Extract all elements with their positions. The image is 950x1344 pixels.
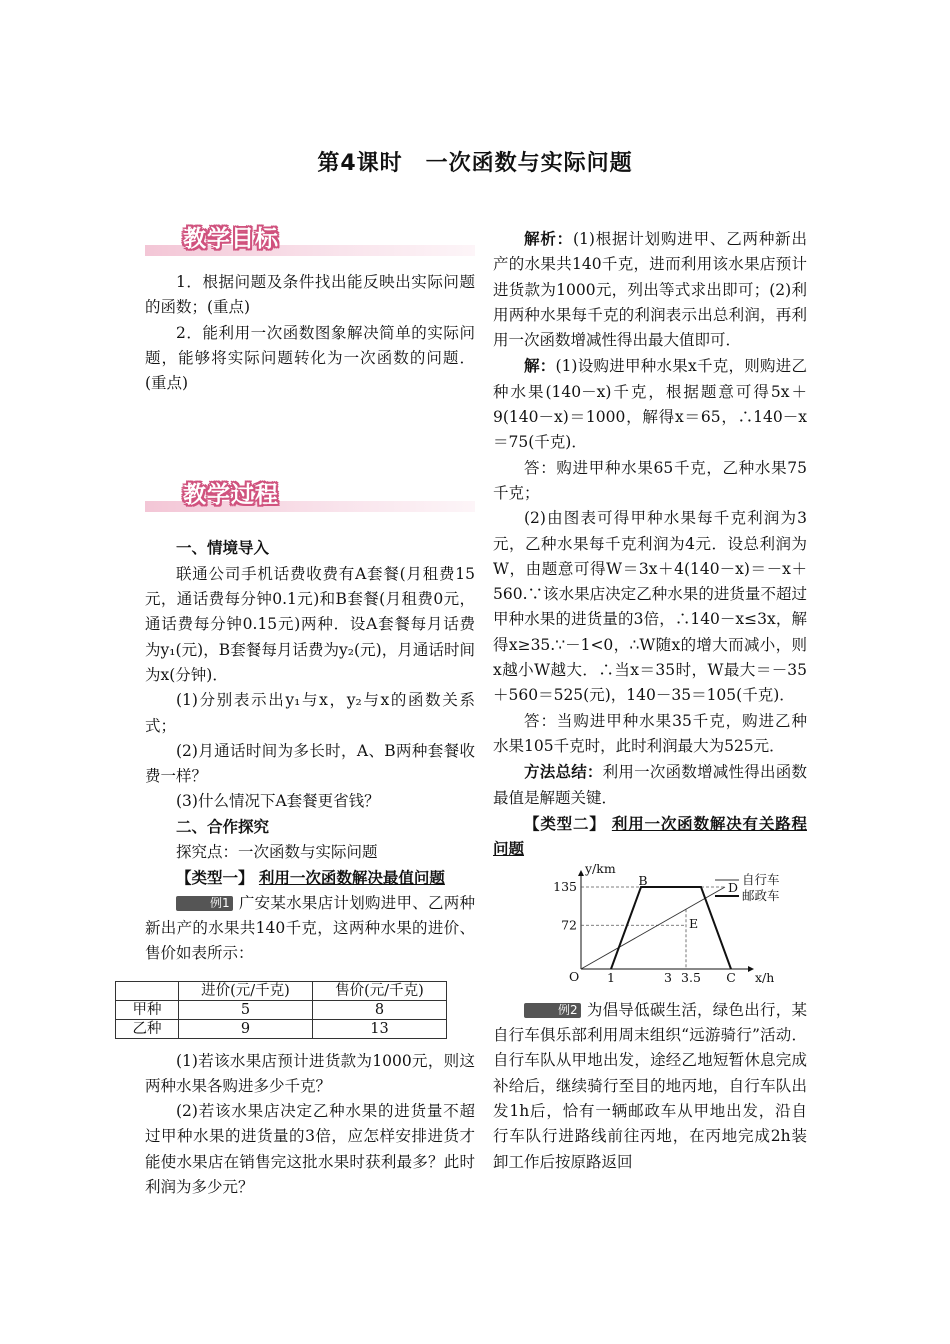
x-tick-3: 3: [664, 970, 672, 986]
table-header-cell: [116, 981, 179, 1000]
type2-title: 利用一次函数解决有关路程问题: [493, 813, 807, 859]
analysis: [493, 226, 807, 353]
analysis-label: 解析：: [524, 229, 573, 248]
table-header-cell: 进价(元/千克): [179, 981, 313, 1000]
left-column: [132, 226, 475, 1200]
section1-body: 联通公司手机话费收费有A套餐(月租费15元，通话费每分钟0.1元)和B套餐(月租费0元，通话费每分钟0.15元)两种．设A套餐每月话费为y₁(元)，B套餐每月话费为y₂(元)，月通话时间为x(分钟)．: [145, 564, 475, 684]
answer-1: 答：购进甲种水果65千克，乙种水果75千克；: [493, 458, 807, 502]
goal-1: 1．根据问题及条件找出能反映出实际问题的函数；(重点): [145, 273, 475, 317]
example1-tag: 例1: [176, 896, 233, 911]
goals-banner: [145, 226, 475, 262]
solution-1: [493, 353, 807, 455]
explore-point: 探究点：一次函数与实际问题: [176, 843, 378, 862]
price-table: [115, 981, 447, 1039]
example2: [493, 998, 807, 1175]
point-C-label: C: [726, 970, 736, 986]
type2-tag: 【类型二】: [524, 813, 606, 833]
y-axis-label: y/km: [585, 861, 616, 877]
section2-heading: 二、合作探究: [176, 817, 270, 836]
goals-banner-text: 教学目标: [183, 226, 279, 252]
method-text: 利用一次函数增减性得出函数最值是解题关键．: [493, 763, 807, 807]
method-label: 方法总结：: [524, 762, 603, 782]
section1-q2: (2)月通话时间为多长时，A、B两种套餐收费一样？: [145, 741, 475, 786]
example1: [145, 891, 475, 967]
type1-tag: 【类型一】: [176, 868, 254, 888]
goal-2: 2．能利用一次函数图象解决简单的实际问题，能够将实际问题转化为一次函数的问题．(重点): [145, 323, 475, 393]
point-B-label: B: [638, 873, 648, 889]
x-tick-3-5: 3.5: [681, 970, 701, 986]
right-column: [493, 226, 807, 1175]
example2-text: 为倡导低碳生活，绿色出行，某自行车俱乐部利用周末组织“远游骑行”活动．自行车队从甲地出发，途经乙地短暂休息完成补给后，继续骑行至目的地丙地，自行车队出发1h后，恰有一辆邮政车从甲地出发，沿自行车队行进路线前往丙地，在丙地完成2h装卸工作后按原路返回: [493, 1000, 807, 1171]
bike-series-line: [581, 887, 725, 969]
table-cell: 甲种: [116, 1000, 179, 1019]
solution-1-text: (1)设购进甲种水果x千克，则购进乙种水果(140－x)千克，根据题意可得5x＋9(140－x)＝1000，解得x＝65，∴140－x＝75(千克)．: [493, 357, 807, 452]
process-banner: [145, 482, 475, 518]
y-tick-135: 135: [553, 879, 577, 895]
page-title: 第4课时 一次函数与实际问题: [317, 151, 633, 176]
section1-q1: (1)分别表示出y₁与x，y₂与x的函数关系式；: [145, 691, 475, 735]
analysis-text: (1)根据计划购进甲、乙两种新出产的水果共140千克，进而利用该水果店预计进货款为1000元，列出等式求出即可；(2)利用两种水果每千克的利润表示出总利润，再利用一次函数增减性得出最大值即可．: [493, 230, 807, 350]
example2-tag: 例2: [524, 1003, 581, 1018]
type2-heading: [493, 811, 807, 862]
point-E-label: E: [689, 916, 699, 932]
table-cell: 5: [179, 1000, 313, 1019]
type1-heading: [145, 865, 475, 890]
distance-time-chart: [501, 861, 807, 991]
solution-label: 解：: [524, 356, 556, 376]
table-header-cell: 售价(元/千克): [313, 981, 447, 1000]
type1-title: 利用一次函数解决最值问题: [258, 868, 445, 888]
solution-2: (2)由图表可得甲种水果每千克利润为3元，乙种水果每千克利润为4元．设总利润为W，由题意可得W＝3x＋4(140－x)＝－x＋560.∵该水果店决定乙种水果的进货量不超过甲种水果的进货量的3倍，∴140－x≤3x，解得x≥35.∵－1<0，∴W随x的增大而减小，则x越小W越大．∴当x＝35时，W最大＝－35＋560＝525(元)，140－35＝105(千克)．: [493, 509, 807, 705]
y-tick-72: 72: [561, 917, 577, 933]
table-row: [116, 1019, 447, 1038]
example1-q2: (2)若该水果店决定乙种水果的进货量不超过甲种水果的进货量的3倍，应怎样安排进货才能使水果店在销售完这批水果时获利最多？此时利润为多少元？: [145, 1102, 475, 1197]
table-row: [116, 1000, 447, 1019]
spacer: [145, 396, 475, 482]
x-tick-1: 1: [607, 970, 615, 986]
table-cell: 9: [179, 1019, 313, 1038]
section1-heading: 一、情境导入: [176, 539, 270, 558]
method-summary: [493, 759, 807, 811]
x-axis-label: x/h: [755, 970, 775, 986]
table-cell: 13: [313, 1019, 447, 1038]
legend-bike-label: 自行车: [742, 872, 780, 888]
point-D-label: D: [728, 880, 739, 896]
legend-mail-label: 邮政车: [742, 888, 780, 904]
table-header-row: [116, 981, 447, 1000]
answer-2: 答：当购进甲种水果35千克，购进乙种水果105千克时，此时利润最大为525元．: [493, 711, 807, 755]
section1-q3: (3)什么情况下A套餐更省钱？: [176, 792, 380, 811]
process-banner-text: 教学过程: [183, 482, 279, 509]
mail-series-line: [611, 887, 731, 969]
example1-q1: (1)若该水果店预计进货款为1000元，则这两种水果各购进多少千克？: [145, 1051, 475, 1095]
table-cell: 乙种: [116, 1019, 179, 1038]
chart-svg: [501, 861, 780, 986]
table-cell: 8: [313, 1000, 447, 1019]
example1-text: 广安某水果店计划购进甲、乙两种新出产的水果共140千克，这两种水果的进价、售价如表所示：: [145, 893, 475, 963]
origin-label: O: [569, 969, 580, 985]
